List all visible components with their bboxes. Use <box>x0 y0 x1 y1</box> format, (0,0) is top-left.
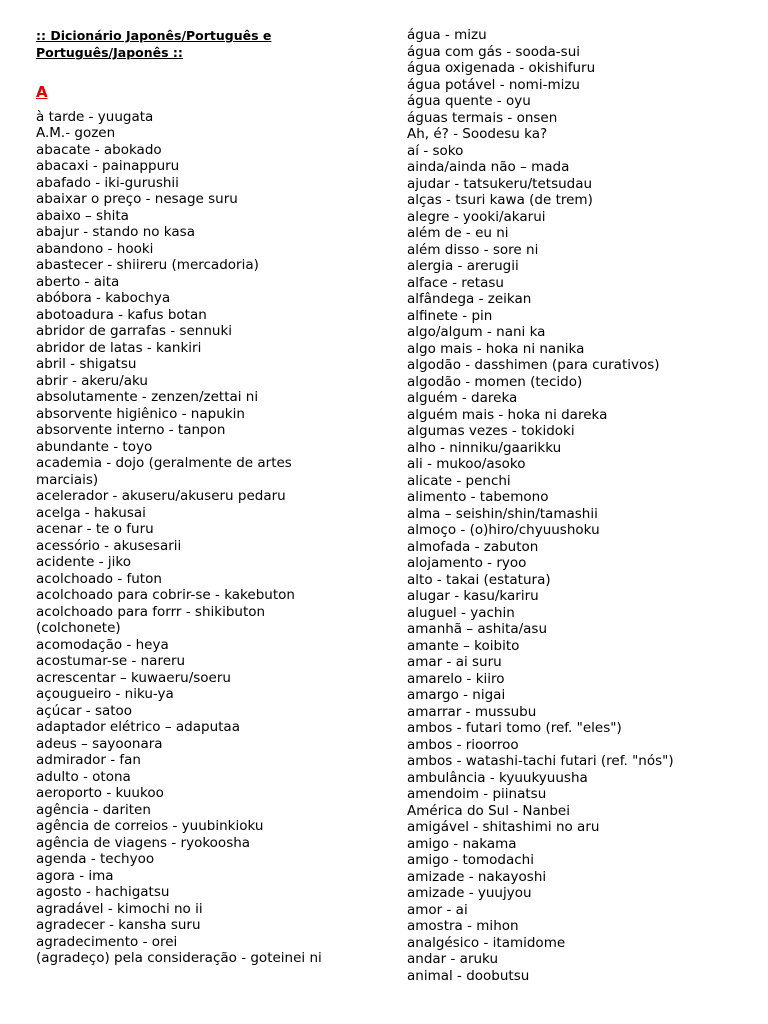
dictionary-entry: acidente - jiko <box>36 554 132 570</box>
right-entry-list <box>407 27 747 984</box>
dictionary-entry: adeus – sayoonara <box>36 735 163 752</box>
dictionary-entry: açúcar - satoo <box>36 702 133 719</box>
dictionary-entry: alfinete - pin <box>407 307 493 324</box>
dictionary-entry: aberto - aita <box>36 273 120 290</box>
dictionary-entry: acelerador - akuseru/akuseru pedaru <box>36 488 286 504</box>
dictionary-entry: Ah, é? - Soodesu ka? <box>407 126 548 142</box>
dictionary-entry: açougueiro - niku-ya <box>36 686 174 702</box>
dictionary-entry: agência de viagens - ryokoosha <box>36 834 251 851</box>
dictionary-entry: alimento - tabemono <box>407 489 549 505</box>
dictionary-entry: alugar - kasu/kariru <box>407 588 539 604</box>
left-entry-list <box>36 109 368 967</box>
dictionary-entry: abundante - toyo <box>36 438 153 455</box>
dictionary-entry: adulto - otona <box>36 768 131 785</box>
dictionary-entry: alicate - penchi <box>407 472 511 489</box>
dictionary-entry: além disso - sore ni <box>407 241 539 258</box>
dictionary-entry: alergia - arerugii <box>407 258 519 274</box>
dictionary-entry: abastecer - shiireru (mercadoria) <box>36 257 259 273</box>
dictionary-entry: agosto - hachigatsu <box>36 884 170 900</box>
dictionary-entry: amigo - tomodachi <box>407 852 534 868</box>
dictionary-entry: amarrar - mussubu <box>407 703 537 720</box>
dictionary-entry: acrescentar – kuwaeru/soeru <box>36 669 231 686</box>
dictionary-entry: ali - mukoo/asoko <box>407 456 526 472</box>
dictionary-entry: à tarde - yuugata <box>36 108 154 125</box>
dictionary-entry: abrir - akeru/aku <box>36 372 148 389</box>
title-line-2: Português/Japonês :: <box>36 45 183 60</box>
dictionary-entry: amante – koibito <box>407 637 520 654</box>
dictionary-entry: analgésico - itamidome <box>407 934 566 951</box>
dictionary-entry: aí - soko <box>407 142 464 159</box>
dictionary-entry: acostumar-se - nareru <box>36 653 186 669</box>
dictionary-entry: amargo - nigai <box>407 687 506 703</box>
dictionary-entry: abajur - stando no kasa <box>36 224 195 240</box>
dictionary-entry: alegre - yooki/akarui <box>407 208 546 225</box>
dictionary-entry: academia - dojo (geralmente de artes marciais) <box>36 455 292 488</box>
dictionary-entry: acenar - te o furu <box>36 521 154 537</box>
dictionary-entry: águas termais - onsen <box>407 109 558 126</box>
dictionary-entry: algodão - momen (tecido) <box>407 373 583 390</box>
dictionary-entry: absorvente higiênico - napukin <box>36 405 245 422</box>
dictionary-entry: ambulância - kyuukyuusha <box>407 769 588 786</box>
dictionary-entry: abril - shigatsu <box>36 356 137 372</box>
dictionary-entry: ambos - rioorroo <box>407 736 519 753</box>
dictionary-entry: América do Sul - Nanbei <box>407 802 570 819</box>
title-line-1: :: Dicionário Japonês/Português e <box>36 28 272 43</box>
dictionary-entry: ambos - watashi-tachi futari (ref. "nós") <box>407 753 674 769</box>
dictionary-entry: alto - takai (estatura) <box>407 571 551 588</box>
dictionary-entry: agência - dariten <box>36 801 151 818</box>
dictionary-entry: aluguel - yachin <box>407 604 515 621</box>
dictionary-entry: amanhã – ashita/asu <box>407 621 548 637</box>
dictionary-entry: ajudar - tatsukeru/tetsudau <box>407 175 593 192</box>
dictionary-entry: agradecimento - orei <box>36 933 178 950</box>
dictionary-entry: abóbora - kabochya <box>36 290 171 306</box>
dictionary-entry: A.M.- gozen <box>36 125 116 141</box>
dictionary-entry: abacate - abokado <box>36 141 162 158</box>
dictionary-entry: ainda/ainda não – mada <box>407 159 570 175</box>
dictionary-entry: acolchoado para cobrir-se - kakebuton <box>36 587 295 603</box>
dictionary-entry: alho - ninniku/gaarikku <box>407 439 562 456</box>
dictionary-entry: água com gás - sooda-sui <box>407 43 581 60</box>
dictionary-entry: abaixar o preço - nesage suru <box>36 191 238 207</box>
dictionary-entry: admirador - fan <box>36 752 141 768</box>
dictionary-entry: abridor de garrafas - sennuki <box>36 323 233 339</box>
dictionary-title <box>36 27 368 61</box>
dictionary-entry: agradável - kimochi no ii <box>36 900 203 917</box>
dictionary-entry: alojamento - ryoo <box>407 555 527 571</box>
dictionary-entry: abafado - iki-gurushii <box>36 174 179 191</box>
dictionary-entry: abotoadura - kafus botan <box>36 306 207 323</box>
dictionary-entry: água oxigenada - okishifuru <box>407 60 596 76</box>
dictionary-entry: amor - ai <box>407 901 468 918</box>
dictionary-entry: amarelo - kiiro <box>407 670 505 687</box>
dictionary-entry: agência de correios - yuubinkioku <box>36 818 264 834</box>
dictionary-entry: animal - doobutsu <box>407 967 530 984</box>
dictionary-entry: alguém - dareka <box>407 390 518 406</box>
dictionary-entry: amar - ai suru <box>407 654 502 670</box>
dictionary-entry: almoço - (o)hiro/chyuushoku <box>407 522 600 538</box>
dictionary-entry: acessório - akusesarii <box>36 537 182 554</box>
dictionary-entry: amigo - nakama <box>407 835 517 852</box>
dictionary-entry: andar - aruku <box>407 951 499 967</box>
dictionary-entry: algumas vezes - tokidoki <box>407 423 575 439</box>
dictionary-entry: algo mais - hoka ni nanika <box>407 340 585 357</box>
dictionary-entry: abridor de latas - kankiri <box>36 339 202 356</box>
dictionary-entry: aeroporto - kuukoo <box>36 785 164 801</box>
dictionary-entry: abacaxi - painappuru <box>36 158 180 174</box>
dictionary-entry: algo/algum - nani ka <box>407 324 546 340</box>
left-column <box>36 27 368 967</box>
dictionary-entry: (agradeço) pela consideração - goteinei ni <box>36 950 322 966</box>
dictionary-entry: agradecer - kansha suru <box>36 917 201 933</box>
dictionary-entry: alfândega - zeikan <box>407 291 532 307</box>
dictionary-entry: ambos - futari tomo (ref. "eles") <box>407 720 622 736</box>
dictionary-entry: abaixo – shita <box>36 207 129 224</box>
dictionary-entry: absorvente interno - tanpon <box>36 422 226 438</box>
dictionary-entry: acolchoado - futon <box>36 570 162 587</box>
dictionary-entry: agenda - techyoo <box>36 851 155 867</box>
dictionary-entry: água quente - oyu <box>407 93 531 109</box>
dictionary-entry: água potável - nomi-mizu <box>407 76 580 93</box>
right-column <box>407 27 747 984</box>
dictionary-entry: alface - retasu <box>407 274 504 291</box>
dictionary-entry: amostra - mihon <box>407 918 519 934</box>
dictionary-entry: acomodação - heya <box>36 636 169 653</box>
dictionary-entry: água - mizu <box>407 27 487 43</box>
dictionary-entry: alguém mais - hoka ni dareka <box>407 406 608 423</box>
dictionary-entry: acelga - hakusai <box>36 504 146 521</box>
section-letter-heading: A <box>36 83 48 101</box>
dictionary-entry: amizade - nakayoshi <box>407 868 547 885</box>
dictionary-entry: alças - tsuri kawa (de trem) <box>407 192 593 208</box>
dictionary-entry: algodão - dasshimen (para curativos) <box>407 357 660 373</box>
dictionary-entry: acolchoado para forrr - shikibuton (colchonete) <box>36 603 266 636</box>
dictionary-entry: além de - eu ni <box>407 225 509 241</box>
dictionary-entry: agora - ima <box>36 867 114 884</box>
dictionary-entry: almofada - zabuton <box>407 538 539 555</box>
dictionary-entry: amizade - yuujyou <box>407 885 532 901</box>
dictionary-entry: amigável - shitashimi no aru <box>407 819 600 835</box>
dictionary-entry: absolutamente - zenzen/zettai ni <box>36 389 259 405</box>
dictionary-entry: amendoim - piinatsu <box>407 786 547 802</box>
dictionary-entry: abandono - hooki <box>36 240 154 257</box>
dictionary-entry: alma – seishin/shin/tamashii <box>407 505 598 522</box>
dictionary-entry: adaptador elétrico – adaputaa <box>36 719 240 735</box>
